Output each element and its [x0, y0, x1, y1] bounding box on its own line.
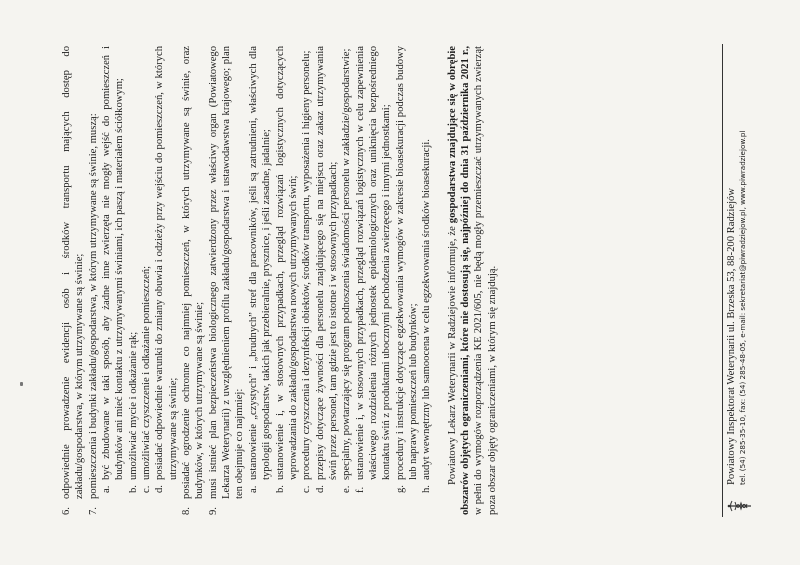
- item-text: musi istnieć plan bezpieczeństwa biologicznego zatwierdzony przez właściwy organ (Powiatowego Lekarza Weterynarii) z uwzględnieniem profilu zakładu/gospodarstwa i ustawodawstwa krajowego; plan ten obejmuje co najmniej:: [207, 46, 246, 499]
- sub-item-9e: [340, 46, 353, 493]
- list-item-7: [87, 46, 180, 515]
- sub-item-letter: e.: [341, 485, 353, 493]
- footer-text: [726, 44, 748, 485]
- sub-item-9g: [394, 46, 421, 493]
- sub-item-7b: [127, 46, 140, 493]
- list-item-8: [180, 46, 207, 515]
- sub-item-letter: d.: [154, 485, 166, 493]
- list-item-9: [207, 46, 434, 515]
- sub-item-9c: [300, 46, 313, 493]
- sub-item-letter: c.: [141, 485, 153, 493]
- list-item-6: [60, 46, 87, 515]
- item-number: 9.: [207, 507, 219, 515]
- sub-item-letter: a.: [101, 485, 113, 493]
- sub-item-text: procedury i instrukcje dotyczące egzekwowania wymogów w zakresie bioasekuracji podczas budowy lub naprawy pomieszczeń lub budynków;: [394, 46, 419, 480]
- item-number: 6.: [61, 507, 72, 515]
- closing-paragraph: [446, 46, 499, 515]
- closing-text-2: w pełni do wymogów rozporządzenia KE 2021/605, nie będą mogły przemieszczać utrzymywanych zwierząt poza obszar objęty ograniczeniami, w którym się znajdują.: [473, 46, 498, 515]
- sub-item-letter: c.: [301, 485, 313, 493]
- closing-bold-text: gospodarstwa znajdujące się w obrębie obszarów objętych ograniczeniami, które nie dostosują się, najpóźniej do dnia 31 października 2021 r.,: [446, 46, 471, 515]
- item-text: posiadać ogrodzenie ochronne co najmniej pomieszczeń, w których utrzymywane są świnie, oraz budynków, w których utrzymywane są świnie;: [181, 46, 206, 499]
- sub-item-letter: f.: [354, 486, 366, 493]
- sub-item-7a: [100, 46, 127, 493]
- sub-item-text: umożliwiać mycie i odkażanie rąk;: [127, 331, 139, 480]
- item-text: pomieszczenia i budynki zakładu/gospodarstwa, w którym utrzymywane są świnie, muszą:: [87, 113, 99, 499]
- footer-address: Powiatowy Inspektorat Weterynarii ul. Brzeska 53, 88-200 Radziejów: [726, 188, 737, 485]
- sub-item-letter: a.: [247, 485, 259, 493]
- sub-item-text: ustanowienie „czystych” i „brudnych” stref dla pracowników, jeśli są zatrudnieni, właściwych dla typologii gospodarstw, takich jak przebieralnie, prysznice, i jeśli zasadne, jadalnie;: [247, 46, 273, 480]
- sub-item-text: posiadać odpowiednie warunki do zmiany obuwia i odzieży przy wejściu do pomieszczeń, w których utrzymywane są świnie;: [154, 46, 179, 480]
- sub-item-9d: [314, 46, 341, 493]
- sub-item-text: procedury czyszczenia i dezynfekcji obiektów, środków transportu, wyposażenia i higieny personelu;: [301, 50, 313, 480]
- item-number: 8.: [181, 507, 193, 515]
- sub-item-text: specjalny, powtarzający się program podnoszenia świadomości personelu w zakładzie/gospodarstwie;: [341, 48, 353, 480]
- sub-item-text: być zbudowane w taki sposób, aby żadne inne zwierzęta nie mogły wejść do pomieszczeń i budynków ani mieć kontaktu z utrzymywanymi świniami, ich paszą i materiałem ściółkowym;: [101, 46, 126, 480]
- sub-item-text: audyt wewnętrzny lub samoocena w celu egzekwowania środków bioasekuracji.: [421, 139, 433, 480]
- sub-item-9f: [354, 46, 394, 493]
- caduceus-icon: [726, 495, 752, 517]
- sub-item-letter: g.: [394, 485, 406, 493]
- sub-item-9h: [420, 46, 433, 493]
- sub-item-text: przepisy dotyczące żywności dla personelu znajdującego się na miejscu oraz zakaz utrzymywania świń przez personel, tam gdzie jest to istotne i w stosownych przypadkach;: [314, 46, 339, 480]
- sub-item-7c: [140, 46, 153, 493]
- sub-item-9a: [247, 46, 274, 493]
- letterhead-footer: [722, 44, 752, 517]
- sub-item-letter: b.: [274, 485, 286, 493]
- footer-contact: tel. (54) 285-35-10, fax: (54) 285-48-05, e-mail: sekretariat@piwradziejow.pl, www.piwradziejow.pl: [738, 130, 747, 485]
- closing-text-1: Powiatowy Lekarz Weterynarii w Radziejowie informuje, że: [446, 223, 458, 485]
- item-number: 7.: [87, 507, 99, 515]
- sub-item-text: umożliwiać czyszczenie i odkażanie pomieszczeń;: [141, 265, 153, 480]
- item-text: odpowiednie prowadzenie ewidencji osób i środków transportu mających dostęp do zakładu/gospodarstwa, w którym utrzymywane są świnie;: [61, 46, 86, 499]
- sub-item-letter: b.: [127, 485, 139, 493]
- sub-item-text: ustanowienie i, w stosownych przypadkach, przegląd rozwiązań logistycznych dotyczących wprowadzania do zakładu/gospodarstwa nowych utrzymywanych świń;: [274, 46, 299, 480]
- sub-item-9b: [274, 46, 301, 493]
- sub-item-letter: h.: [421, 485, 433, 493]
- sub-item-text: ustanowienie i, w stosownych przypadkach, przegląd rozwiązań logistycznych w celu zapewnienia właściwego rozdzielenia różnych jednostek epidemiologicznych oraz uniknięcia bezpośredniego kontaktu świń z produktami ubocznymi pochodzenia zwierzęcego i innymi jednostkami;: [354, 46, 393, 480]
- sub-item-7d: [153, 46, 180, 493]
- sub-item-letter: d.: [314, 485, 326, 493]
